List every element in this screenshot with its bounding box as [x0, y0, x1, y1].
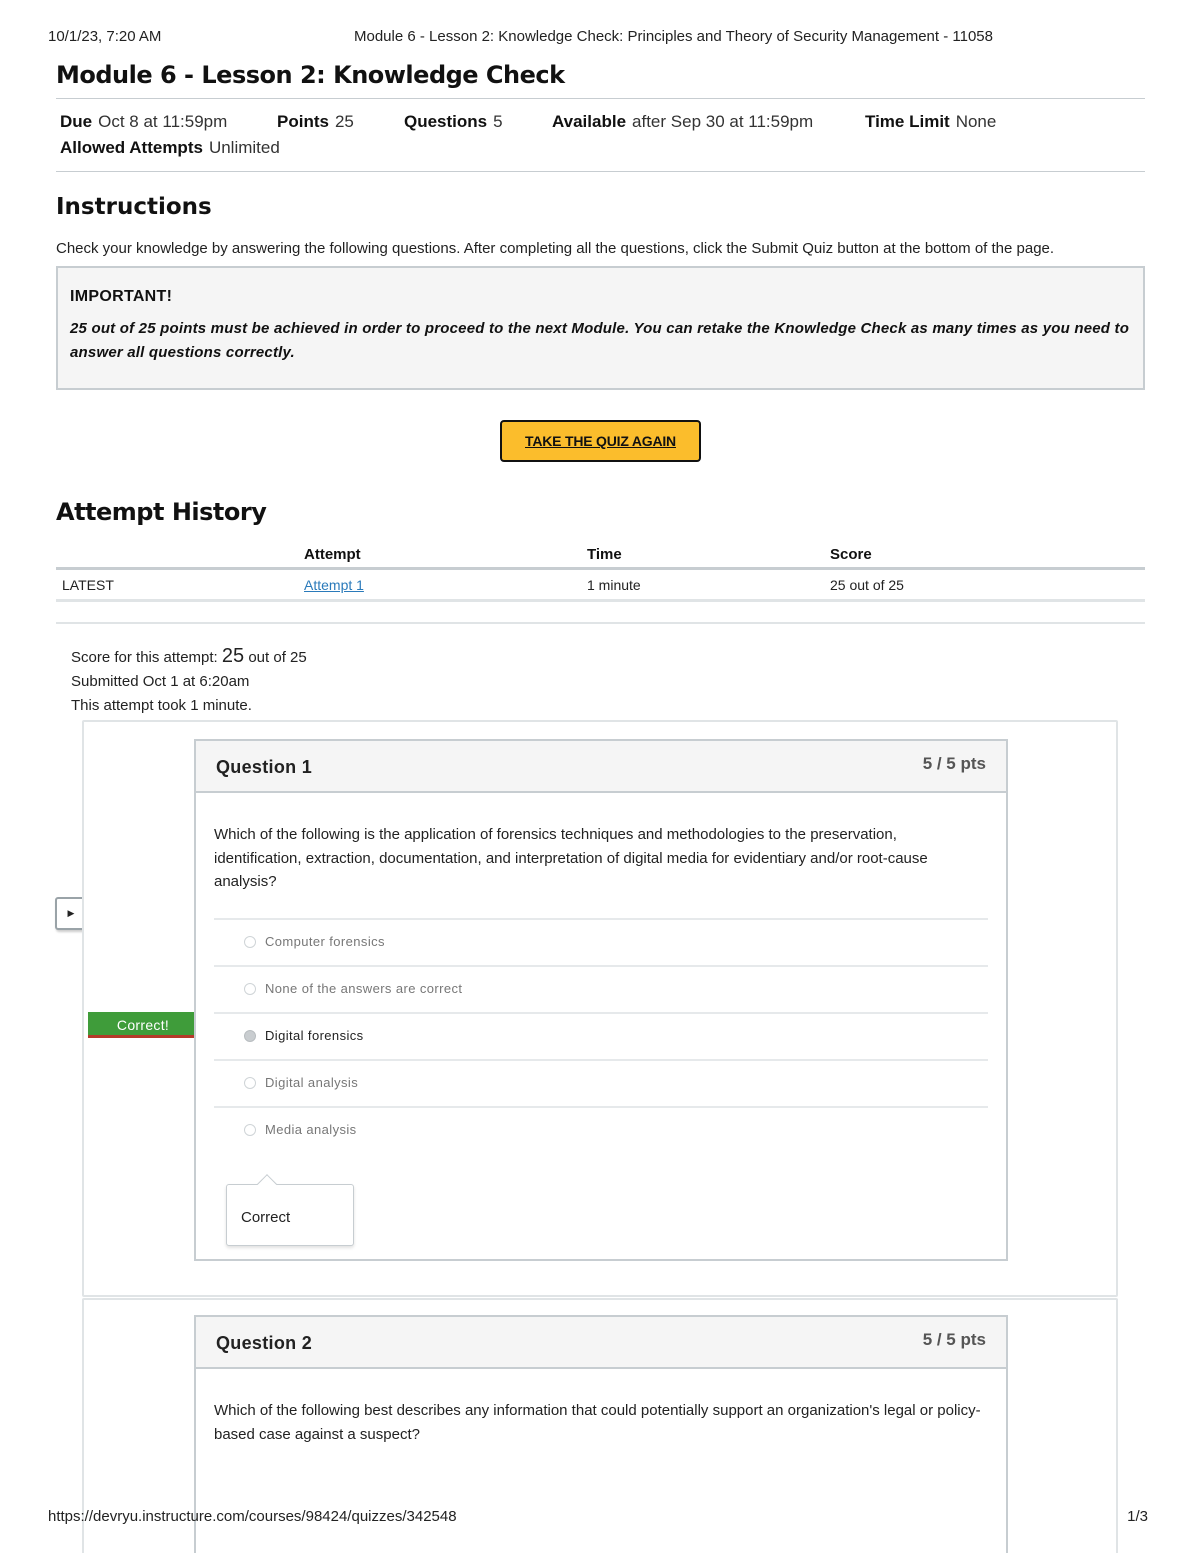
radio-icon	[244, 983, 256, 995]
print-footer	[48, 1508, 1148, 1528]
table-header-row	[56, 542, 1145, 569]
answer-option	[214, 965, 988, 1012]
score-value: 25	[221, 645, 245, 667]
question-text: Which of the following is the application of forensics techniques and methodologies to the preservation, identification, extraction, documentation, and interpretation of digital media for evidentiary and/or root-cause analysis?	[214, 826, 928, 890]
answer-text: Computer forensics	[265, 933, 385, 949]
important-title: IMPORTANT!	[70, 288, 173, 305]
question-header	[196, 741, 1006, 793]
answer-option	[214, 1106, 988, 1153]
instructions-text: Check your knowledge by answering the following questions. After completing all the questions, click the Submit Quiz button at the bottom of the page.	[56, 240, 1055, 257]
score-summary	[71, 644, 1145, 718]
answer-option	[214, 1059, 988, 1106]
column-header-score: Score	[824, 542, 1145, 569]
attempt-score: 25 out of 25	[824, 569, 1145, 601]
questions-label: Questions	[404, 112, 488, 131]
available-value: after Sep 30 at 11:59pm	[632, 112, 814, 131]
important-text: 25 out of 25 points must be achieved in order to proceed to the next Module. You can retake the Knowledge Check as many times as you need to answer all questions correctly.	[70, 320, 1130, 361]
correct-flag-label: Correct!	[88, 1012, 198, 1038]
available-detail	[552, 109, 865, 135]
feedback-text: Correct	[241, 1209, 291, 1226]
important-notice	[56, 266, 1145, 390]
points-value: 25	[334, 112, 354, 131]
quiz-content	[56, 58, 1145, 718]
retake-container	[56, 420, 1145, 462]
attempts-detail	[60, 135, 280, 161]
question-text: Which of the following best describes any information that could potentially support an organization's legal or policy-based case against a suspect?	[214, 1402, 981, 1443]
score-prefix: Score for this attempt:	[71, 649, 218, 666]
print-page-number: 1/3	[1127, 1508, 1148, 1525]
attempt-1-link[interactable]: Attempt 1	[304, 576, 364, 593]
divider	[56, 622, 1145, 624]
callout-arrow-icon	[257, 1174, 277, 1194]
take-quiz-again-button[interactable]: TAKE THE QUIZ AGAIN	[500, 420, 701, 462]
attempt-status: LATEST	[56, 569, 298, 601]
radio-selected-icon	[244, 1030, 256, 1042]
column-header-status	[56, 542, 298, 569]
quiz-details	[56, 99, 1145, 171]
print-header	[48, 28, 1152, 48]
print-datetime: 10/1/23, 7:20 AM	[48, 28, 162, 45]
question-points: 5 / 5 pts	[922, 1330, 986, 1349]
attempt-time: 1 minute	[581, 569, 824, 601]
attempts-value: Unlimited	[208, 138, 280, 157]
attempt-history-heading: Attempt History	[56, 498, 267, 526]
time-limit-label: Time Limit	[865, 112, 950, 131]
answer-option-selected	[214, 1012, 988, 1059]
question-1-container	[82, 720, 1118, 1297]
question-title: Question 2	[216, 1333, 313, 1353]
divider	[56, 171, 1145, 172]
table-row	[56, 569, 1145, 601]
attempt-history-table	[56, 542, 1145, 602]
questions-list	[82, 720, 1118, 1553]
radio-icon	[244, 936, 256, 948]
due-detail	[60, 109, 277, 135]
answer-feedback	[226, 1184, 354, 1246]
question-card	[194, 739, 1008, 1261]
correct-answer-flag	[88, 1012, 200, 1042]
available-label: Available	[552, 112, 627, 131]
answer-option	[214, 918, 988, 965]
play-triangle-icon[interactable]: ▶	[55, 897, 87, 930]
column-header-time: Time	[581, 542, 824, 569]
answer-text: None of the answers are correct	[265, 980, 463, 996]
score-line	[71, 644, 1145, 670]
question-header	[196, 1317, 1006, 1369]
points-detail	[277, 109, 404, 135]
instructions-heading: Instructions	[56, 194, 212, 220]
time-limit-detail	[865, 109, 996, 135]
question-points: 5 / 5 pts	[922, 754, 986, 773]
due-value: Oct 8 at 11:59pm	[98, 112, 228, 131]
radio-icon	[244, 1077, 256, 1089]
time-limit-value: None	[955, 112, 997, 131]
score-suffix: out of 25	[248, 649, 307, 666]
questions-detail	[404, 109, 552, 135]
radio-icon	[244, 1124, 256, 1136]
answer-list	[214, 918, 988, 1153]
duration-text: This attempt took 1 minute.	[71, 697, 252, 714]
due-label: Due	[60, 112, 93, 131]
submitted-text: Submitted Oct 1 at 6:20am	[71, 673, 250, 690]
print-document-title: Module 6 - Lesson 2: Knowledge Check: Principles and Theory of Security Management - 11058	[354, 28, 993, 45]
column-header-attempt: Attempt	[298, 542, 581, 569]
attempt-cell	[298, 569, 581, 601]
answer-text: Media analysis	[265, 1121, 357, 1137]
points-label: Points	[277, 112, 329, 131]
questions-value: 5	[493, 112, 503, 131]
answer-text: Digital forensics	[265, 1027, 364, 1043]
page-title: Module 6 - Lesson 2: Knowledge Check	[56, 61, 565, 89]
print-url: https://devryu.instructure.com/courses/98424/quizzes/342548	[48, 1508, 457, 1525]
question-title: Question 1	[216, 757, 313, 777]
answer-text: Digital analysis	[265, 1074, 359, 1090]
attempts-label: Allowed Attempts	[60, 138, 203, 157]
